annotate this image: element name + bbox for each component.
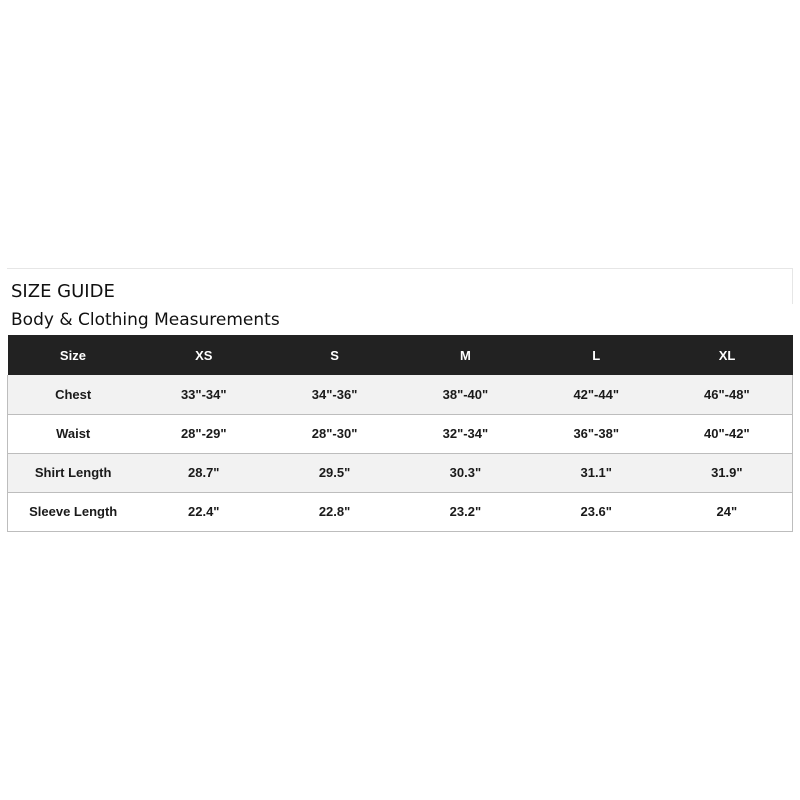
header-xs: XS xyxy=(195,347,213,363)
cell-value: 32"-34" xyxy=(400,414,531,453)
cell-value: 29.5" xyxy=(269,453,400,492)
cell-value: 23.6" xyxy=(531,492,662,531)
table-row-waist xyxy=(8,414,793,453)
cell-value: 36"-38" xyxy=(531,414,662,453)
cell-value: 38"-40" xyxy=(400,375,531,414)
row-label: Sleeve Length xyxy=(8,492,139,531)
title-box xyxy=(7,268,793,304)
table-header-row xyxy=(8,335,793,375)
table-row-sleeve-length xyxy=(8,492,793,531)
cell-value: 23.2" xyxy=(400,492,531,531)
cell-value: 28.7" xyxy=(138,453,269,492)
cell-value: 31.9" xyxy=(662,453,793,492)
cell-value: 40"-42" xyxy=(662,414,793,453)
header-m: M xyxy=(459,347,471,363)
table-row-chest xyxy=(8,375,793,414)
page-title: SIZE GUIDE xyxy=(11,281,115,302)
header-xl: XL xyxy=(718,347,736,363)
cell-value: 33"-34" xyxy=(138,375,269,414)
size-chart-table xyxy=(7,335,793,532)
row-label: Waist xyxy=(8,414,139,453)
page-subtitle: Body & Clothing Measurements xyxy=(11,310,280,330)
cell-value: 42"-44" xyxy=(531,375,662,414)
cell-value: 34"-36" xyxy=(269,375,400,414)
row-label: Shirt Length xyxy=(8,453,139,492)
header-size: Size xyxy=(59,347,86,363)
cell-value: 30.3" xyxy=(400,453,531,492)
table-row-shirt-length xyxy=(8,453,793,492)
cell-value: 22.8" xyxy=(269,492,400,531)
row-label: Chest xyxy=(8,375,139,414)
header-s: S xyxy=(330,347,339,363)
cell-value: 28"-30" xyxy=(269,414,400,453)
cell-value: 46"-48" xyxy=(662,375,793,414)
cell-value: 28"-29" xyxy=(138,414,269,453)
cell-value: 31.1" xyxy=(531,453,662,492)
header-l: L xyxy=(592,347,601,363)
cell-value: 24" xyxy=(662,492,793,531)
cell-value: 22.4" xyxy=(138,492,269,531)
